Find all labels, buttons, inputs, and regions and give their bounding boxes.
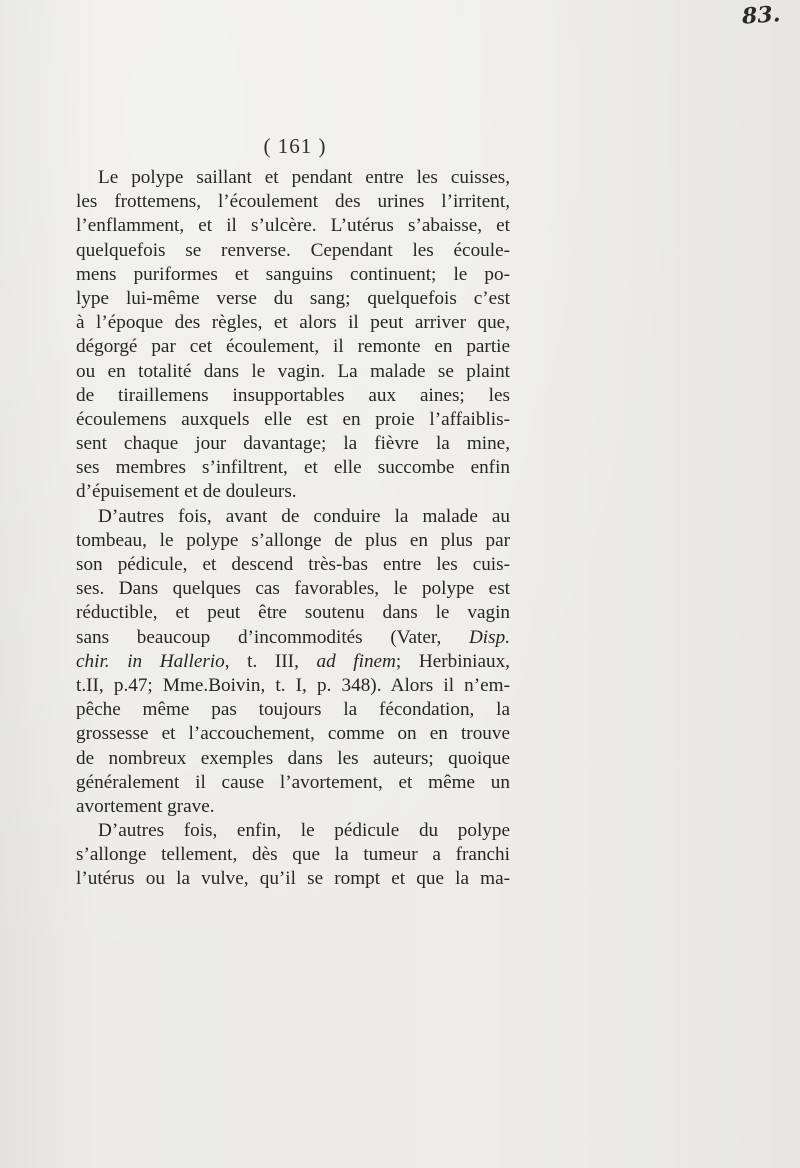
text-line: tombeau, le polype s’allonge de plus en plus par [76,529,510,551]
text-fragment: , t. III, [224,650,317,672]
text-line: ou en totalité dans le vagin. La malade se plaint [76,360,510,382]
text-line: D’autres fois, enfin, le pédicule du polype [98,820,510,842]
text-line: Le polype saillant et pendant entre les cuisses, [98,167,510,188]
text-line: de nombreux exemples dans les auteurs; quoique [76,747,510,769]
text-line-with-italic [76,650,510,674]
text-line: grossesse et l’accouchement, comme on en trouve [76,723,510,745]
text-line: réductible, et peut être soutenu dans le vagin [76,602,510,624]
text-line: D’autres fois, avant de conduire la malade au [98,505,510,527]
body-text [76,166,510,892]
text-line: l’utérus ou la vulve, qu’il se rompt et que la ma- [76,868,510,890]
text-line: t.II, p.47; Mme.Boivin, t. I, p. 348). Alors il n’em- [76,674,510,696]
text-line: dégorgé par cet écoulement, il remonte en partie [76,336,510,358]
italic-fragment: ad finem [316,650,396,672]
text-fragment: ; Herbiniaux, [395,650,510,672]
italic-fragment: Disp. [468,626,510,648]
text-line: pêche même pas toujours la fécondation, la [76,699,510,721]
text-line: généralement il cause l’avortement, et même un [76,771,510,793]
text-line: sent chaque jour davantage; la fièvre la mine, [76,433,510,455]
text-line: mens puriformes et sanguins continuent; le po- [76,263,510,285]
text-line: son pédicule, et descend très-bas entre les cuis- [76,554,510,575]
text-line: à l’époque des règles, et alors il peut arriver que, [76,312,510,334]
italic-fragment: chir. in Hallerio [76,650,225,672]
text-line: ses membres s’infiltrent, et elle succombe enfin [76,457,510,479]
text-line: l’enflamment, et il s’ulcère. L’utérus s’abaisse, et [76,215,510,237]
text-line: s’allonge tellement, dès que la tumeur a franchi [76,844,510,866]
text-line: quelquefois se renverse. Cependant les écoule- [76,239,510,261]
handwritten-folio-number: 83. [741,1,782,30]
text-line: lype lui-même verse du sang; quelquefois c’est [76,287,510,309]
text-line: ses. Dans quelques cas favorables, le polype est [76,578,510,600]
text-fragment: sans beaucoup d’incommodités (Vater, [76,626,469,648]
text-line-with-italic [76,626,510,650]
page-number: ( 161 ) [263,134,327,158]
text-line: écoulemens auxquels elle est en proie l’affaiblis- [76,408,510,430]
text-line: avortement grave. [76,795,215,817]
text-line: d’épuisement et de douleurs. [76,481,297,503]
text-line: de tiraillemens insupportables aux aines; les [76,384,510,406]
text-line: les frottemens, l’écoulement des urines l’irritent, [76,191,510,213]
